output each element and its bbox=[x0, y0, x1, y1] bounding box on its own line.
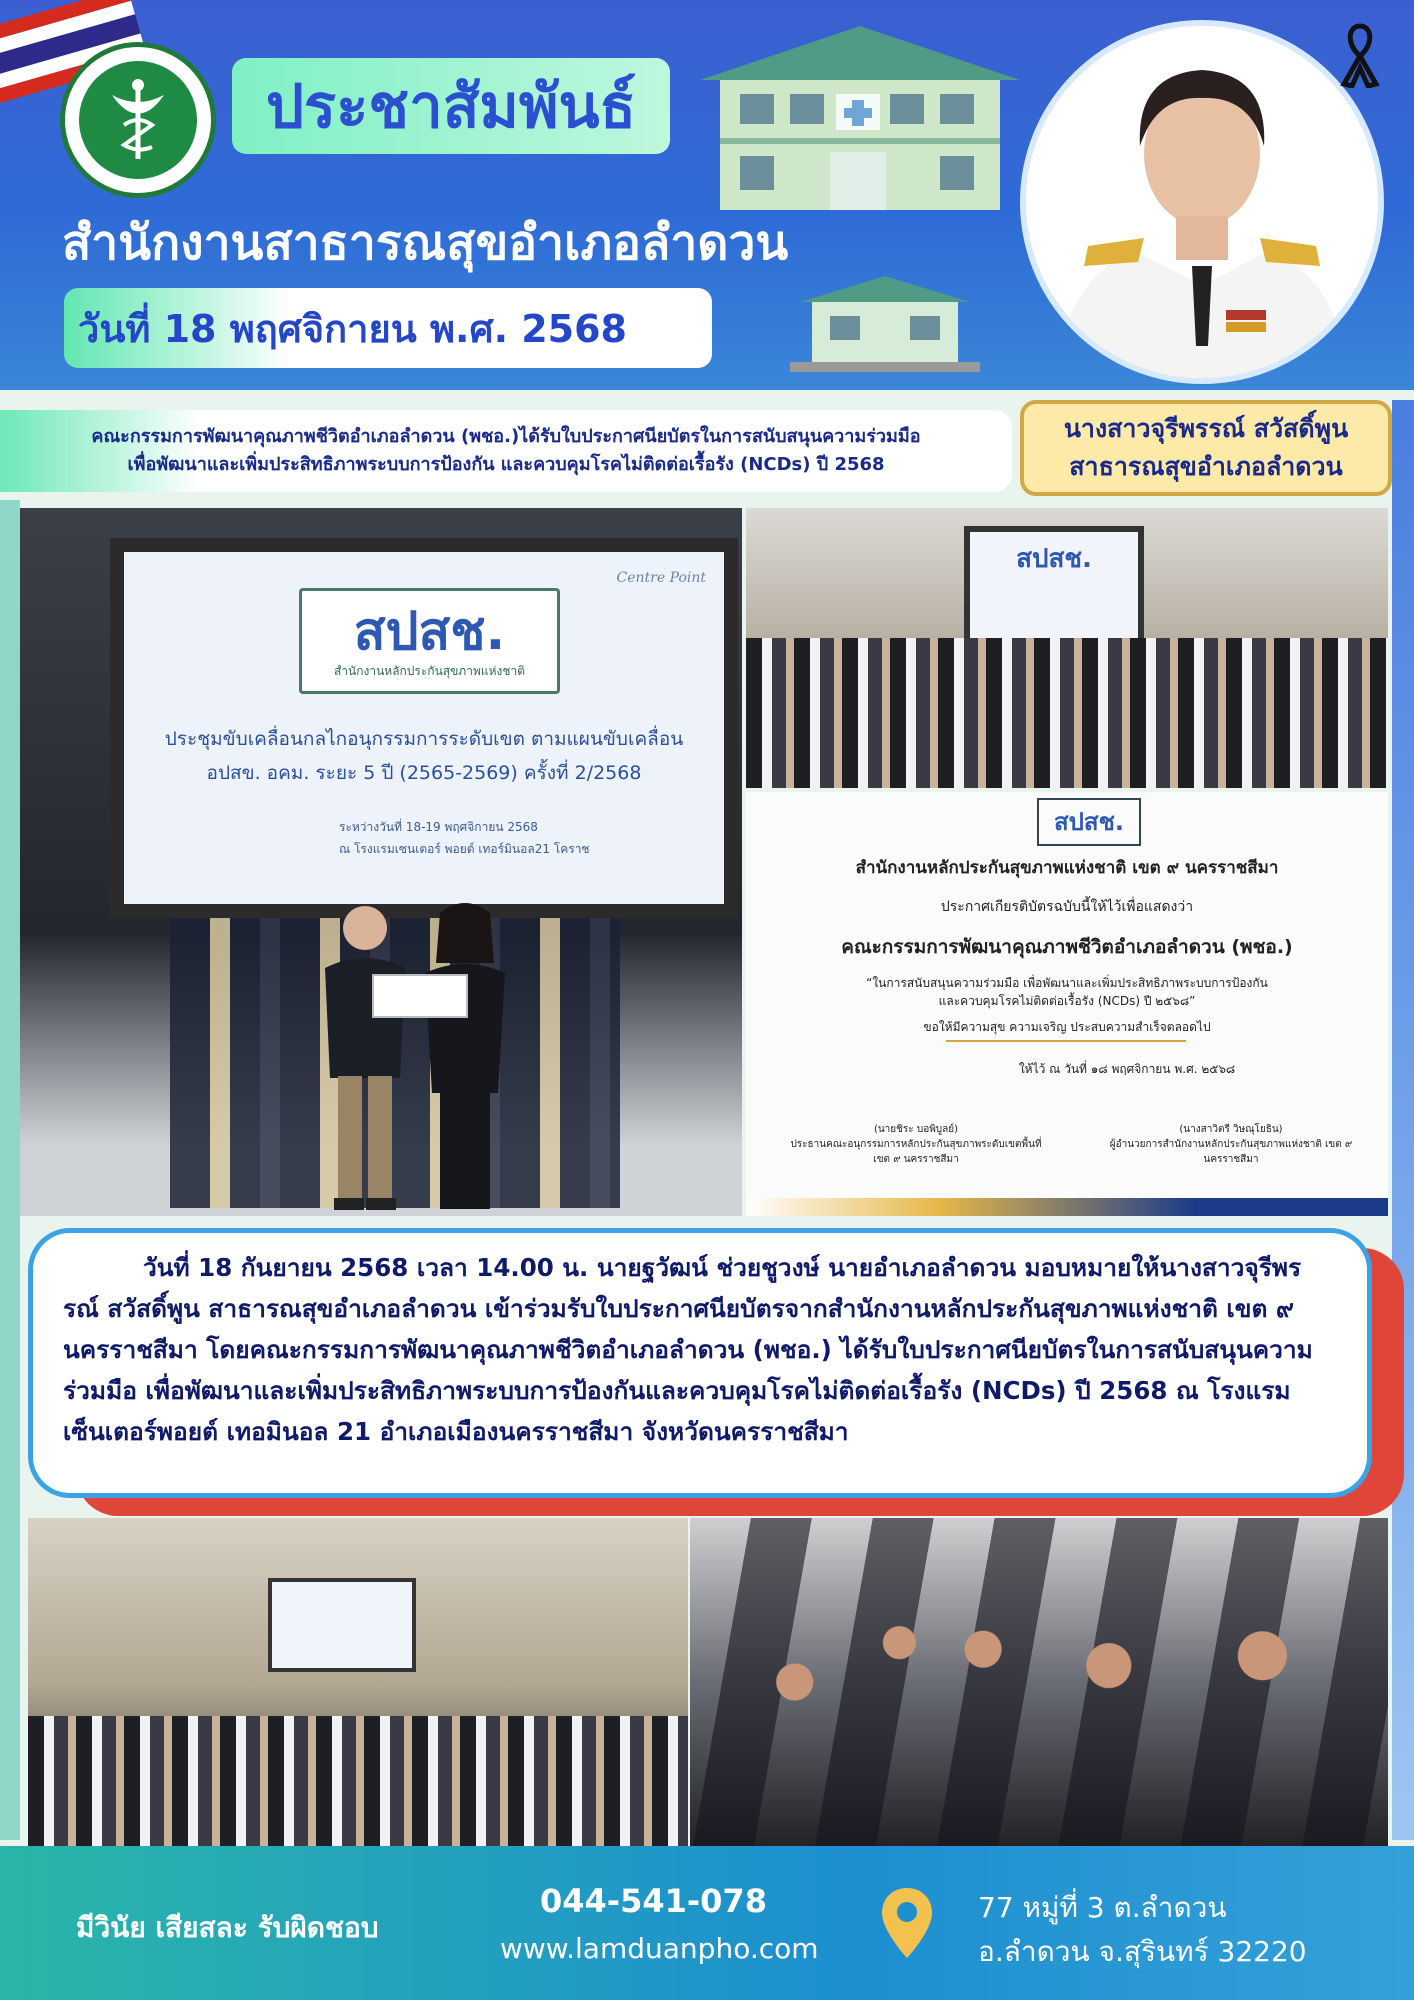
certificate-ornament bbox=[946, 1040, 1186, 1042]
headline-box bbox=[0, 410, 1012, 492]
handheld-certificate bbox=[372, 974, 468, 1018]
photo-audience-closeup bbox=[690, 1518, 1388, 1846]
nhso-logo bbox=[299, 588, 560, 694]
hall-screen bbox=[268, 1578, 416, 1672]
seated-audience bbox=[28, 1716, 688, 1846]
headline-line2: เพื่อพัฒนาและเพิ่มประสิทธิภาพระบบการป้องกัน และควบคุมโรคไม่ติดต่อเรื้อรัง (NCDs) ปี 2568 bbox=[127, 454, 885, 475]
certificate-blessing: ขอให้มีความสุข ความเจริญ ประสบความสำเร็จตลอดไป bbox=[923, 1020, 1211, 1034]
certificate-image bbox=[746, 792, 1388, 1216]
pr-badge bbox=[232, 58, 670, 154]
photo-certificate-handover bbox=[20, 508, 742, 1216]
news-body-text: วันที่ 18 กันยายน 2568 เวลา 14.00 น. นายฐวัฒน์ ช่วยชูวงษ์ นายอำเภอลำดวน มอบหมายให้นางสาวจุรีพรรณ์ สวัสดิ์พูน สาธารณสุขอำเภอลำดวน เข้าร่วมรับใบประกาศนียบัตรจากสำนักงานหลักประกันสุขภาพแห่งชาติ เขต ๙ นครราชสีมา โดยคณะกรรมการพัฒนาคุณภาพชีวิตอำเภอลำดวน (พชอ.) ได้รับใบประกาศนียบัตรในการสนับสนุนความร่วมมือ เพื่อพัฒนาและเพิ่มประสิทธิภาพระบบการป้องกันและควบคุมโรคไม่ติดต่อเรื้อรัง (NCDs) ปี 2568 ณ โรงแรมเซ็นเตอร์พอยต์ เทอมินอล 21 อำเภอเมืองนครราชสีมา จังหวัดนครราชสีมา bbox=[63, 1253, 1313, 1446]
footer-motto: มีวินัย เสียสละ รับผิดชอบ bbox=[76, 1911, 379, 1944]
footer-address-line1: 77 หมู่ที่ 3 ต.ลำดวน bbox=[978, 1891, 1227, 1924]
woman-figure bbox=[410, 893, 520, 1216]
moph-logo-icon bbox=[60, 42, 216, 198]
header-banner bbox=[0, 0, 1414, 390]
man-figure bbox=[310, 888, 420, 1216]
photo-group-award bbox=[746, 508, 1388, 788]
certificate-org: สำนักงานหลักประกันสุขภาพแห่งชาติ เขต ๙ นครราชสีมา bbox=[855, 858, 1279, 878]
footer-website[interactable]: www.lamduanpho.com bbox=[500, 1932, 819, 1965]
location-pin-icon bbox=[880, 1886, 934, 1960]
screen-line-2: อปสข. อคม. ระยะ 5 ปี (2565-2569) ครั้งที่ 2/2568 bbox=[206, 762, 642, 784]
right-accent-strip bbox=[1392, 400, 1414, 1840]
footer-address-line2: อ.ลำดวน จ.สุรินทร์ 32220 bbox=[978, 1935, 1307, 1968]
group-of-awardees bbox=[746, 638, 1388, 788]
office-title: สำนักงานสาธารณสุขอำเภอลำดวน bbox=[62, 215, 789, 271]
screen-line-4: ณ โรงแรมเซนเตอร์ พอยต์ เทอร์มินอล21 โคราช bbox=[339, 842, 590, 856]
left-accent-strip bbox=[0, 500, 20, 1840]
centre-point-brand: Centre Point bbox=[616, 570, 706, 586]
signatory-1-name: (นายชิระ บอพิบูลย์) bbox=[873, 1124, 959, 1135]
footer-phone: 044-541-078 bbox=[540, 1882, 767, 1920]
screen-line-3: ระหว่างวันที่ 18-19 พฤศจิกายน 2568 bbox=[339, 820, 538, 834]
certificate-given-date: ให้ไว้ ณ วันที่ ๑๘ พฤศจิกายน พ.ศ. ๒๕๖๘ bbox=[1018, 1062, 1236, 1076]
photo-meeting-hall bbox=[28, 1518, 688, 1846]
certificate-recipient: คณะกรรมการพัฒนาคุณภาพชีวิตอำเภอลำดวน (พชอ.) bbox=[841, 936, 1293, 958]
screen-line-1: ประชุมขับเคลื่อนกลไกอนุกรรมการระดับเขต ตามแผนขับเคลื่อน bbox=[164, 728, 684, 750]
official-portrait bbox=[1020, 20, 1384, 384]
certificate-logo-text: สปสช. bbox=[1054, 808, 1124, 836]
signatory-1 bbox=[786, 1122, 1046, 1167]
official-name: นางสาวจุรีพรรณ์ สวัสดิ์พูน bbox=[1063, 414, 1349, 443]
footer-bar bbox=[0, 1846, 1414, 2000]
official-title: สาธารณสุขอำเภอลำดวน bbox=[1069, 452, 1343, 481]
projector-screen bbox=[110, 538, 738, 918]
signatory-2-title: ผู้อำนวยการสำนักงานหลักประกันสุขภาพแห่งชาติ เขต ๙ นครราชสีมา bbox=[1109, 1139, 1353, 1165]
certificate-intro: ประกาศเกียรติบัตรฉบับนี้ให้ไว้เพื่อแสดงว่า bbox=[940, 899, 1194, 915]
group-screen-logo: สปสช. bbox=[1016, 544, 1092, 574]
signatory-1-title: ประธานคณะอนุกรรมการหลักประกันสุขภาพระดับเขตพื้นที่ เขต ๙ นครราชสีมา bbox=[790, 1139, 1042, 1165]
signatory-2 bbox=[1106, 1122, 1356, 1167]
headline-line1: คณะกรรมการพัฒนาคุณภาพชีวิตอำเภอลำดวน (พชอ.)ได้รับใบประกาศนียบัตรในการสนับสนุนความร่วมมือ bbox=[91, 426, 921, 447]
black-ribbon-icon bbox=[1340, 18, 1380, 88]
pr-badge-text: ประชาสัมพันธ์ bbox=[265, 71, 637, 142]
nhso-logo-text: สปสช. bbox=[353, 601, 506, 662]
small-building-icon bbox=[790, 272, 980, 372]
certificate-logo bbox=[1037, 798, 1141, 846]
certificate-band bbox=[746, 1198, 1388, 1216]
signatory-2-name: (นางสาวิตรี วิษณุโยธิน) bbox=[1179, 1124, 1283, 1135]
health-office-building-icon bbox=[680, 20, 1040, 220]
group-photo-screen bbox=[964, 526, 1144, 646]
official-name-box bbox=[1020, 400, 1392, 496]
audience-closeup bbox=[690, 1518, 1388, 1846]
date-badge bbox=[64, 288, 712, 368]
nhso-logo-subtext: สำนักงานหลักประกันสุขภาพแห่งชาติ bbox=[333, 663, 526, 678]
news-text-card bbox=[28, 1228, 1372, 1498]
certificate-reason-1: “ในการสนับสนุนความร่วมมือ เพื่อพัฒนาและเพิ่มประสิทธิภาพระบบการป้องกัน bbox=[866, 976, 1268, 990]
certificate-reason-2: และควบคุมโรคไม่ติดต่อเรื้อรัง (NCDs) ปี ๒๕๖๘” bbox=[938, 994, 1196, 1008]
date-text: วันที่ 18 พฤศจิกายน พ.ศ. 2568 bbox=[78, 306, 627, 351]
